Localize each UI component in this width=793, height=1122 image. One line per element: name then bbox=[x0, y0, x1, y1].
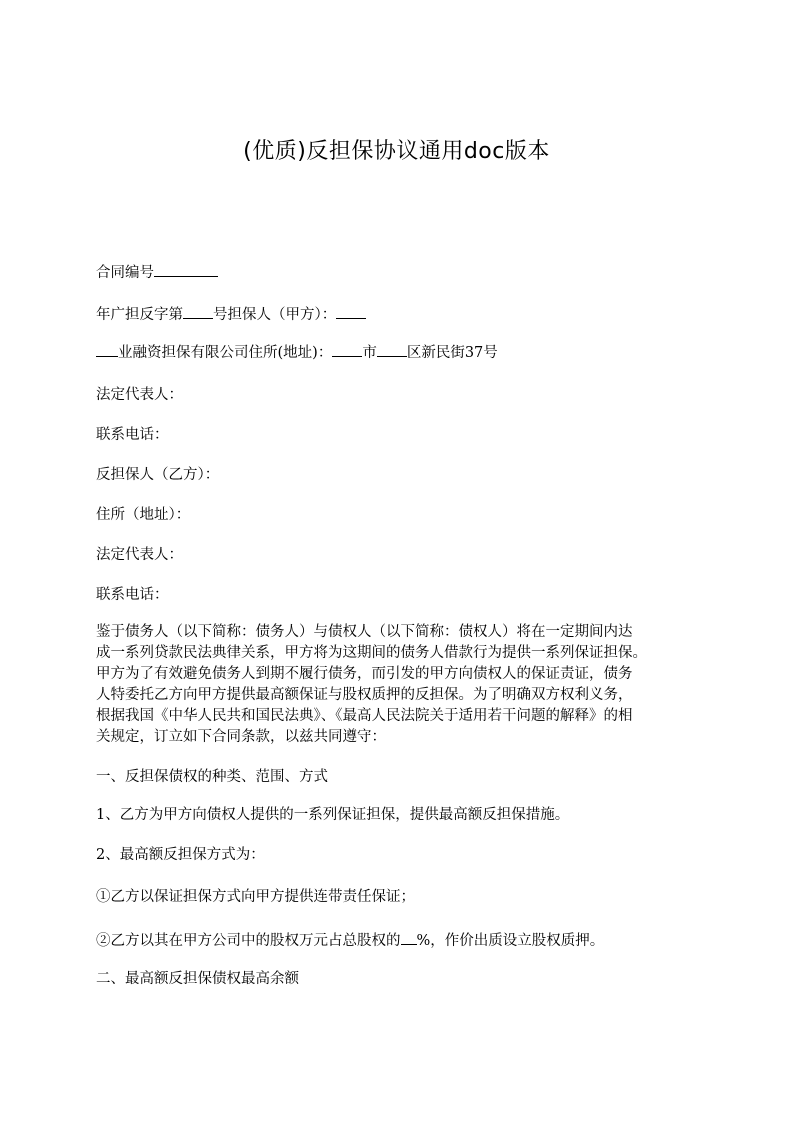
preamble-line: 人特委托乙方向甲方提供最高额保证与股权质押的反担保。为了明确双方权利义务， bbox=[96, 687, 633, 703]
section-2-heading: 二、最高额反担保债权最高余额 bbox=[96, 971, 299, 987]
preamble-line: 甲方为了有效避免债务人到期不履行债务，而引发的甲方向债权人的保证责证，债务 bbox=[96, 666, 633, 682]
phone-b: 联系电话： bbox=[96, 587, 169, 603]
guarantee-number-line bbox=[96, 303, 366, 325]
item-2-after: %，作价出质设立股权质押。 bbox=[416, 933, 605, 949]
city-blank bbox=[332, 341, 362, 357]
counter-guarantor-label: 反担保人（乙方）： bbox=[96, 467, 220, 483]
section-1-heading: 一、反担保债权的种类、范围、方式 bbox=[96, 769, 328, 785]
percent-blank bbox=[401, 929, 417, 945]
company-address-label: 业融资担保有限公司住所(地址)： bbox=[118, 345, 333, 361]
contract-number-blank bbox=[154, 261, 218, 277]
legal-rep-b: 法定代表人： bbox=[96, 547, 183, 563]
guarantee-prefix: 年广担反字第 bbox=[96, 307, 183, 323]
legal-rep-a: 法定代表人： bbox=[96, 387, 183, 403]
contract-number-label: 合同编号 bbox=[96, 265, 154, 281]
guarantor-party-a-label: 号担保人（甲方）： bbox=[213, 307, 337, 323]
preamble-line: 鉴于债务人（以下简称：债务人）与债权人（以下简称：债权人）将在一定期间内达 bbox=[96, 624, 633, 640]
company-address-line bbox=[96, 341, 498, 363]
document-title: (优质)反担保协议通用doc版本 bbox=[243, 139, 550, 164]
phone-a: 联系电话： bbox=[96, 427, 169, 443]
company-prefix-blank bbox=[96, 341, 118, 357]
party-a-blank bbox=[336, 303, 366, 319]
preamble-line: 根据我国《中华人民共和国民法典》、《最高人民法院关于适用若干问题的解释》的相 bbox=[96, 708, 633, 724]
district-blank bbox=[377, 341, 407, 357]
item-1: ①乙方以保证担保方式向甲方提供连带责任保证； bbox=[96, 889, 415, 905]
item-2-before: ②乙方以其在甲方公司中的股权万元占总股权的 bbox=[96, 933, 401, 949]
address-b: 住所（地址）： bbox=[96, 507, 191, 523]
item-2 bbox=[96, 929, 604, 951]
contract-number-line bbox=[96, 261, 218, 283]
preamble-line: 成一系列贷款民法典律关系，甲方将为这期间的债务人借款行为提供一系列保证担保。 bbox=[96, 645, 647, 661]
clause-2: 2、最高额反担保方式为： bbox=[96, 847, 265, 863]
city-label: 市 bbox=[362, 345, 377, 361]
clause-1: 1、乙方为甲方向债权人提供的一系列保证担保，提供最高额反担保措施。 bbox=[96, 807, 570, 823]
preamble-line: 关规定，订立如下合同条款，以兹共同遵守： bbox=[96, 729, 386, 745]
guarantee-number-blank bbox=[183, 303, 213, 319]
street-label: 区新民街37号 bbox=[406, 345, 498, 361]
preamble-paragraph bbox=[96, 622, 700, 748]
